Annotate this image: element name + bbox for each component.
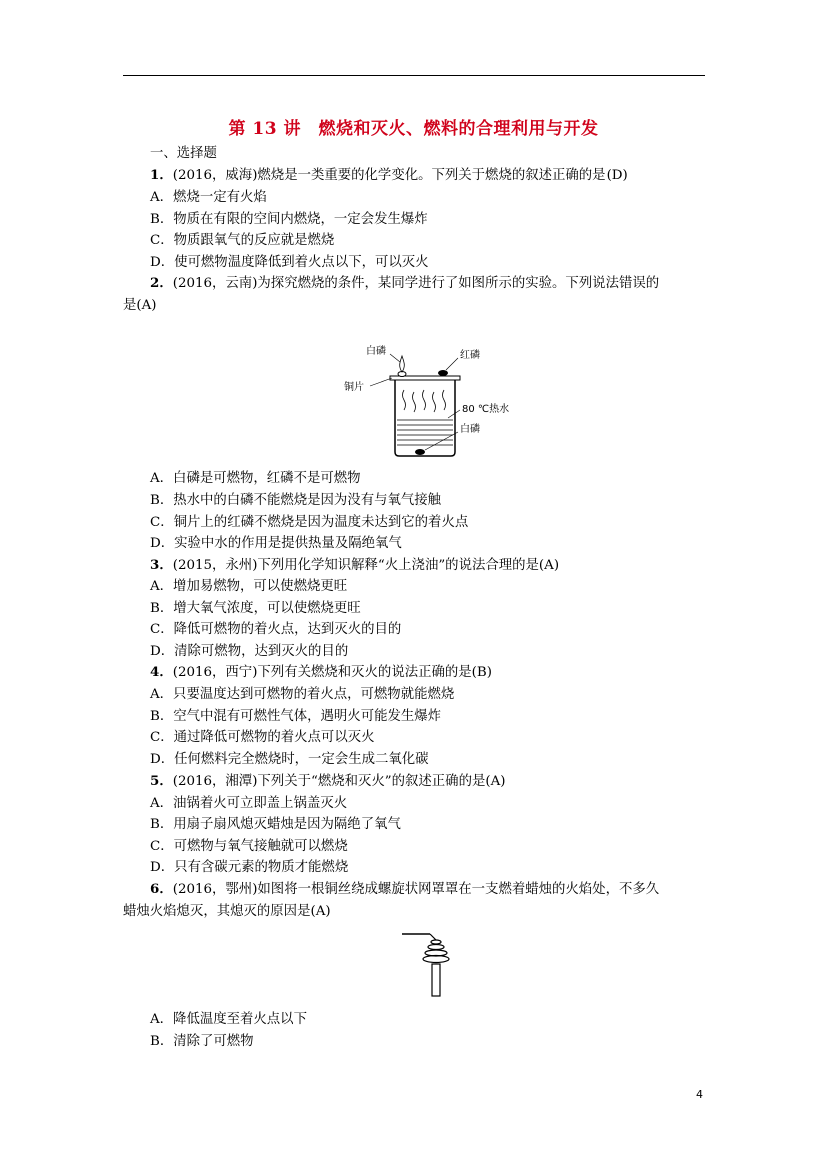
question-6-stem bbox=[150, 883, 659, 896]
option: C．铜片上的红磷不燃烧是因为温度未达到它的着火点 bbox=[150, 515, 469, 530]
combustion-experiment-figure bbox=[340, 340, 515, 460]
option: D．使可燃物温度降低到着火点以下，可以灭火 bbox=[150, 255, 429, 270]
answer: (A) bbox=[538, 558, 560, 573]
section-heading: 一、选择题 bbox=[150, 146, 217, 161]
question-text: (2016，云南)为探究燃烧的条件，某同学进行了如图所示的实验。下列说法错误的 bbox=[172, 276, 660, 291]
question-text: (2015，永州)下列用化学知识解释“火上浇油”的说法合理的是 bbox=[172, 558, 539, 573]
label-red-phosphorus: 红磷 bbox=[460, 350, 480, 361]
option: D．任何燃料完全燃烧时，一定会生成二氧化碳 bbox=[150, 752, 429, 767]
question-number: 5． bbox=[150, 773, 173, 789]
header-rule bbox=[123, 75, 705, 76]
option: A．只要温度达到可燃物的着火点，可燃物就能燃烧 bbox=[150, 687, 455, 702]
option: B．物质在有限的空间内燃烧，一定会发生爆炸 bbox=[150, 212, 428, 227]
option: B．空气中混有可燃性气体，遇明火可能发生爆炸 bbox=[150, 709, 442, 724]
question-number: 3． bbox=[150, 557, 173, 573]
label-hot-water: 80 ℃热水 bbox=[462, 404, 510, 415]
label-copper-plate: 铜片 bbox=[344, 382, 364, 393]
question-text: 是 bbox=[123, 298, 137, 313]
option: A．白磷是可燃物，红磷不是可燃物 bbox=[150, 471, 361, 486]
option: A．增加易燃物，可以使燃烧更旺 bbox=[150, 579, 348, 594]
option: C．物质跟氧气的反应就是燃烧 bbox=[150, 233, 335, 248]
question-text: (2016，鄂州)如图将一根铜丝绕成螺旋状网罩罩在一支燃着蜡烛的火焰处，不多久 bbox=[172, 882, 660, 897]
question-6-stem-cont bbox=[123, 905, 331, 918]
question-text: (2016，湘潭)下列关于“燃烧和灭火”的叙述正确的是 bbox=[172, 774, 486, 789]
page-title: 第 13 讲 燃烧和灭火、燃料的合理利用与开发 bbox=[228, 119, 599, 139]
page-number: 4 bbox=[696, 1088, 703, 1101]
question-number: 2． bbox=[150, 275, 173, 291]
label-white-phosphorus-bottom: 白磷 bbox=[460, 424, 480, 435]
question-4-stem bbox=[150, 666, 492, 679]
option: C．可燃物与氧气接触就可以燃烧 bbox=[150, 839, 348, 854]
answer: (A) bbox=[485, 774, 506, 789]
option: D．清除可燃物，达到灭火的目的 bbox=[150, 644, 349, 659]
answer: (A) bbox=[310, 904, 331, 919]
question-text: 蜡烛火焰熄灭，其熄灭的原因是 bbox=[123, 904, 311, 919]
copper-coil-candle-figure bbox=[398, 928, 468, 1000]
option: D．实验中水的作用是提供热量及隔绝氧气 bbox=[150, 536, 402, 551]
question-1-stem bbox=[150, 169, 628, 182]
option: A．油锅着火可立即盖上锅盖灭火 bbox=[150, 796, 348, 811]
label-white-phosphorus-top: 白磷 bbox=[366, 346, 386, 357]
option: A．燃烧一定有火焰 bbox=[150, 190, 267, 205]
answer: (B) bbox=[471, 665, 492, 680]
question-number: 6． bbox=[150, 881, 173, 897]
question-2-stem bbox=[150, 277, 659, 290]
question-3-stem bbox=[150, 559, 559, 572]
question-text: (2016，西宁)下列有关燃烧和灭火的说法正确的是 bbox=[172, 665, 472, 680]
question-number: 4． bbox=[150, 664, 173, 680]
question-text: (2016，威海)燃烧是一类重要的化学变化。下列关于燃烧的叙述正确的是 bbox=[172, 168, 606, 183]
option: B．清除了可燃物 bbox=[150, 1034, 254, 1049]
option: C．降低可燃物的着火点，达到灭火的目的 bbox=[150, 622, 402, 637]
question-number: 1． bbox=[150, 167, 173, 183]
question-5-stem bbox=[150, 775, 505, 788]
option: A．降低温度至着火点以下 bbox=[150, 1012, 307, 1027]
option: C．通过降低可燃物的着火点可以灭火 bbox=[150, 730, 375, 745]
answer: (D) bbox=[606, 168, 628, 183]
option: D．只有含碳元素的物质才能燃烧 bbox=[150, 860, 349, 875]
question-2-stem-cont bbox=[123, 299, 157, 312]
option: B．热水中的白磷不能燃烧是因为没有与氧气接触 bbox=[150, 493, 442, 508]
option: B．用扇子扇风熄灭蜡烛是因为隔绝了氧气 bbox=[150, 817, 401, 832]
option: B．增大氧气浓度，可以使燃烧更旺 bbox=[150, 601, 361, 616]
answer: (A) bbox=[136, 298, 157, 313]
